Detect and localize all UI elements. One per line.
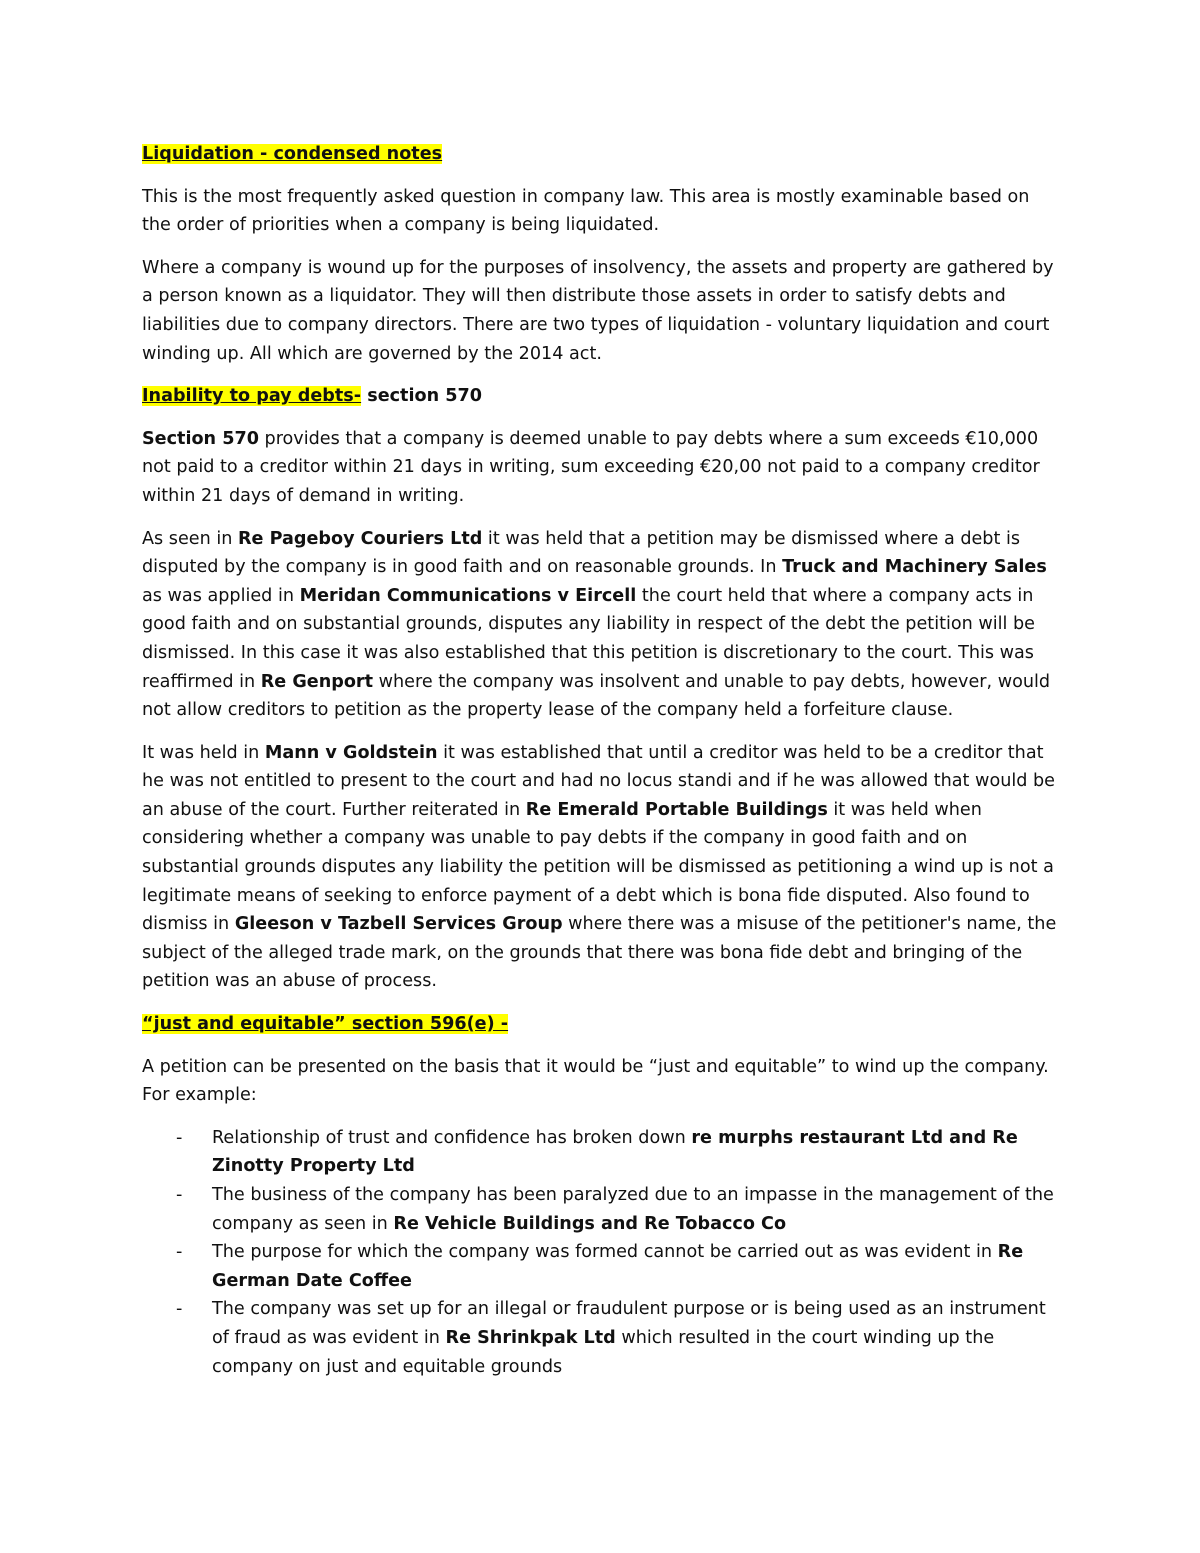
intro-paragraph-2: Where a company is wound up for the purposes of insolvency, the assets and property are gathered by a person known as a liquidator. They will then distribute those assets in order to satisfy debts and liabilities due to company directors. There are two types of liquidation - voluntary liquidation and court winding up. All which are governed by the 2014 act. (142, 257, 1054, 364)
examples-list (142, 1124, 1060, 1381)
body-text: it was held when considering whether a company was unable to pay debts if the company in good faith and on substantial grounds disputes any liability the petition will be dismissed as petitioning a wind up is not a legitimate means of seeking to enforce payment of a debt which is bona fide disputed. Also found to dismiss in (142, 799, 1054, 935)
case-ref: Meridan Communications v Eircell (299, 585, 637, 606)
case-ref: Re Vehicle Buildings and Re Tobacco Co (393, 1213, 787, 1234)
section-heading-inability-highlight: Inability to pay debts- (142, 386, 362, 407)
pageboy-paragraph (142, 525, 1060, 725)
case-ref: Re Genport (260, 671, 374, 692)
case-ref: Section 570 (142, 428, 259, 449)
body-text: It was held in (142, 742, 265, 763)
section-heading-just-equitable-text: “just and equitable” section 596(e) - (142, 1014, 509, 1035)
case-ref: re murphs restaurant Ltd and Re Zinotty Property Ltd (212, 1127, 1018, 1177)
list-item (142, 1295, 1060, 1381)
document-title (142, 140, 1060, 169)
case-ref: Mann v Goldstein (264, 742, 438, 763)
body-text: The company was set up for an illegal or fraudulent purpose or is being used as an instrument of fraud as was evident in (212, 1299, 1046, 1348)
body-text: The business of the company has been paralyzed due to an impasse in the management of the company as seen in (212, 1185, 1054, 1234)
body-text: where there was a misuse of the petitioner's name, the subject of the alleged trade mark, on the grounds that there was bona fide debt and bringing of the petition was an abuse of process. (142, 914, 1057, 992)
dash-bullet: - (176, 1127, 183, 1148)
case-ref: Gleeson v Tazbell Services Group (234, 914, 563, 935)
document-title-text: Liquidation - condensed notes (142, 144, 443, 164)
section570-paragraph (142, 425, 1060, 511)
case-ref: Re Shrinkpak Ltd (445, 1327, 616, 1348)
list-item (142, 1124, 1060, 1181)
just-equitable-intro: A petition can be presented on the basis that it would be “just and equitable” to wind up the company. For example: (142, 1056, 1049, 1106)
body-text: as was applied in (142, 585, 300, 606)
case-ref: Re Pageboy Couriers Ltd (237, 528, 483, 549)
section-heading-inability-rest: section 570 (361, 386, 482, 407)
section-heading-just-equitable (142, 1010, 1060, 1039)
body-text: Relationship of trust and confidence has broken down (212, 1127, 692, 1148)
case-ref: Re German Date Coffee (212, 1242, 1024, 1291)
body-text: As seen in (142, 528, 238, 549)
case-ref: Truck and Machinery Sales (782, 557, 1047, 578)
intro-paragraph-1: This is the most frequently asked question in company law. This area is mostly examinable based on the order of priorities when a company is being liquidated. (142, 186, 1030, 236)
case-ref: Re Emerald Portable Buildings (525, 799, 828, 820)
dash-bullet: - (176, 1185, 183, 1205)
body-text: which resulted in the court winding up the company on just and equitable grounds (212, 1327, 995, 1377)
dash-bullet: - (176, 1299, 183, 1320)
body-text: where the company was insolvent and unable to pay debts, however, would not allow creditors to petition as the property lease of the company held a forfeiture clause. (142, 671, 1051, 721)
body-text: it was established that until a creditor was held to be a creditor that he was not entitled to present to the court and had no locus standi and if he was allowed that would be an abuse of the court. Further reiterated in (142, 742, 1055, 820)
section-heading-inability (142, 382, 1060, 411)
list-item (142, 1181, 1060, 1238)
body-text: The purpose for which the company was formed cannot be carried out as was evident in (212, 1242, 998, 1263)
document-page (142, 140, 1060, 1381)
dash-bullet: - (176, 1242, 183, 1263)
body-text: it was held that a petition may be dismissed where a debt is disputed by the company is in good faith and on reasonable grounds. In (142, 528, 1021, 578)
body-text: the court held that where a company acts in good faith and on substantial grounds, disputes any liability in respect of the debt the petition will be dismissed. In this case it was also established that this petition is discretionary to the court. This was reaffirmed in (142, 585, 1036, 692)
body-text: provides that a company is deemed unable to pay debts where a sum exceeds €10,000 not paid to a creditor within 21 days in writing, sum exceeding €20,00 not paid to a company creditor within 21 days of demand in writing. (142, 428, 1040, 506)
mann-paragraph (142, 739, 1060, 996)
list-item (142, 1238, 1060, 1295)
